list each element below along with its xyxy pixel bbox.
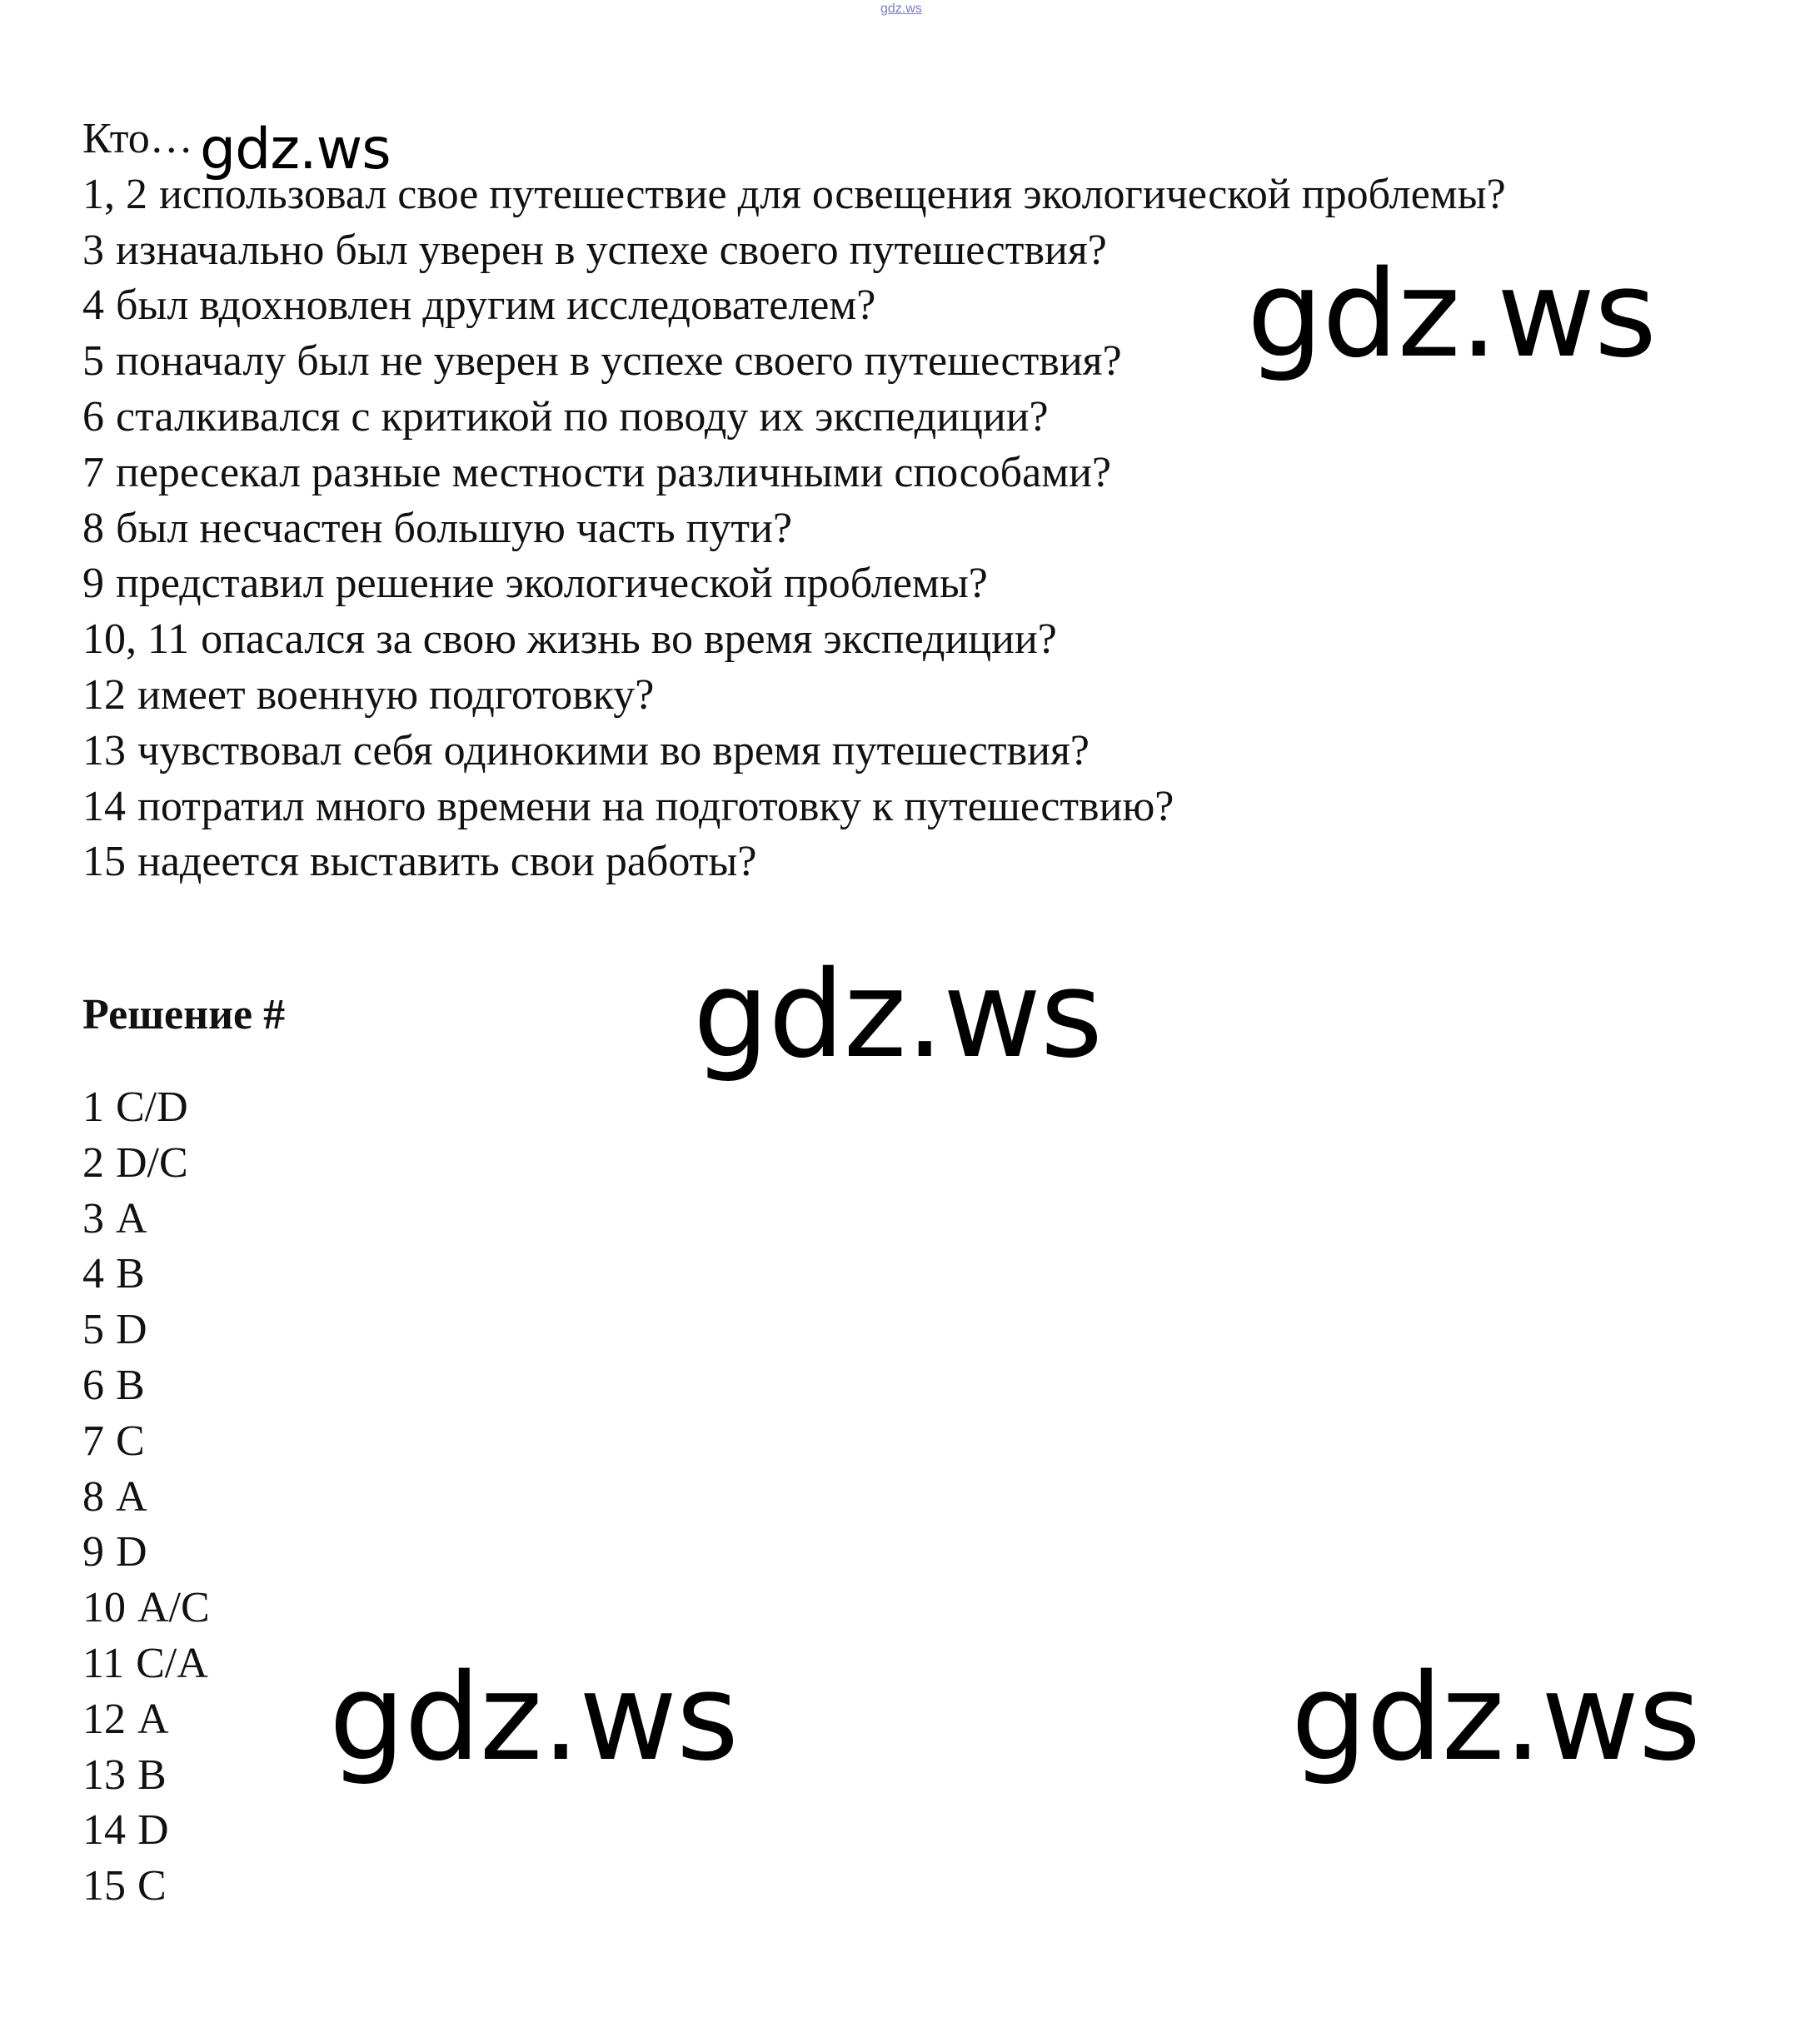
question-text: был вдохновлен другим исследователем? (116, 281, 876, 330)
answer-number: 5 (82, 1306, 104, 1354)
answer-value: C (137, 1862, 167, 1910)
answer-number: 10 (82, 1584, 126, 1632)
answer-line (82, 1748, 210, 1804)
answer-line (82, 1247, 210, 1302)
answer-line (82, 1470, 210, 1526)
answer-number: 14 (82, 1806, 126, 1855)
answer-value: C/D (116, 1083, 188, 1131)
question-number: 7 (82, 448, 104, 496)
answer-number: 6 (82, 1361, 104, 1409)
answer-value: D (116, 1528, 147, 1576)
answer-number: 3 (82, 1194, 104, 1243)
question-number: 9 (82, 560, 104, 608)
answer-number: 15 (82, 1862, 126, 1910)
question-number: 12 (82, 670, 126, 719)
watermark-center: gdz.ws (693, 944, 1102, 1084)
answer-line (82, 1525, 210, 1581)
answer-value: D (116, 1306, 147, 1354)
watermark-top-right: gdz.ws (1247, 244, 1656, 384)
answer-line (82, 1358, 210, 1414)
answer-number: 7 (82, 1417, 104, 1465)
watermark-bottom-right: gdz.ws (1291, 1647, 1700, 1787)
answer-line (82, 1080, 210, 1136)
answer-value: B (137, 1751, 167, 1799)
question-number: 3 (82, 226, 104, 274)
question-number: 4 (82, 281, 104, 330)
answer-value: A (137, 1695, 169, 1743)
answer-number: 11 (82, 1639, 125, 1687)
question-line (82, 501, 1748, 557)
answer-line (82, 1636, 210, 1692)
answer-line (82, 1803, 210, 1859)
question-line (82, 834, 1748, 890)
answer-value: B (116, 1361, 145, 1409)
questions-section (82, 112, 1748, 890)
answer-number: 4 (82, 1250, 104, 1298)
answer-value: A/C (137, 1584, 210, 1632)
answer-number: 13 (82, 1751, 126, 1799)
answer-value: A (116, 1472, 147, 1521)
answer-number: 12 (82, 1695, 126, 1743)
answer-value: B (116, 1250, 145, 1298)
answer-number: 1 (82, 1083, 104, 1131)
watermark-bottom-left: gdz.ws (329, 1647, 738, 1787)
question-text: был несчастен большую часть пути? (116, 504, 793, 552)
question-text: чувствовал себя одинокими во время путешествия? (137, 726, 1090, 774)
intro-line: Кто… (82, 115, 193, 162)
answer-line (82, 1302, 210, 1358)
question-number: 10, 11 (82, 615, 190, 664)
answer-value: A (116, 1194, 147, 1243)
answer-line (82, 1859, 210, 1915)
question-text: надеется выставить свои работы? (137, 838, 757, 886)
question-text: изначально был уверен в успехе своего путешествия? (116, 226, 1107, 274)
question-line (82, 724, 1748, 779)
question-text: имеет военную подготовку? (137, 670, 655, 719)
question-text: представил решение экологической проблемы? (116, 560, 988, 608)
answer-number: 2 (82, 1138, 104, 1187)
question-line (82, 668, 1748, 724)
question-number: 5 (82, 337, 104, 386)
watermark-small: gdz.ws (200, 117, 391, 182)
question-number: 15 (82, 838, 126, 886)
question-line (82, 779, 1748, 835)
question-number: 13 (82, 726, 126, 774)
answer-value: D/C (116, 1138, 188, 1187)
answer-number: 8 (82, 1472, 104, 1521)
question-number: 6 (82, 392, 104, 441)
answer-line (82, 1192, 210, 1248)
question-number: 14 (82, 782, 126, 830)
answer-number: 9 (82, 1528, 104, 1576)
question-text: использовал свое путешествие для освещения экологической проблемы? (159, 170, 1506, 218)
question-number: 1, 2 (82, 170, 147, 218)
question-line (82, 612, 1748, 668)
answers-section (82, 1080, 210, 1915)
question-text: сталкивался с критикой по поводу их экспедиции? (116, 392, 1049, 441)
question-line (82, 446, 1748, 501)
answer-line (82, 1414, 210, 1470)
question-number: 8 (82, 504, 104, 552)
question-text: пересекал разные местности различными способами? (116, 448, 1112, 496)
solution-heading: Решение # (82, 991, 286, 1038)
answer-value: D (137, 1806, 169, 1855)
header-watermark-link: gdz.ws (880, 2, 922, 16)
question-text: поначалу был не уверен в успехе своего путешествия? (116, 337, 1122, 386)
question-text: потратил много времени на подготовку к путешествию? (137, 782, 1174, 830)
answer-line (82, 1581, 210, 1636)
answer-value: C (116, 1417, 145, 1465)
question-line (82, 390, 1748, 446)
answer-line (82, 1692, 210, 1748)
question-text: опасался за свою жизнь во время экспедиции? (201, 615, 1057, 664)
answer-line (82, 1136, 210, 1192)
question-line (82, 556, 1748, 612)
answer-value: C/A (136, 1639, 208, 1687)
